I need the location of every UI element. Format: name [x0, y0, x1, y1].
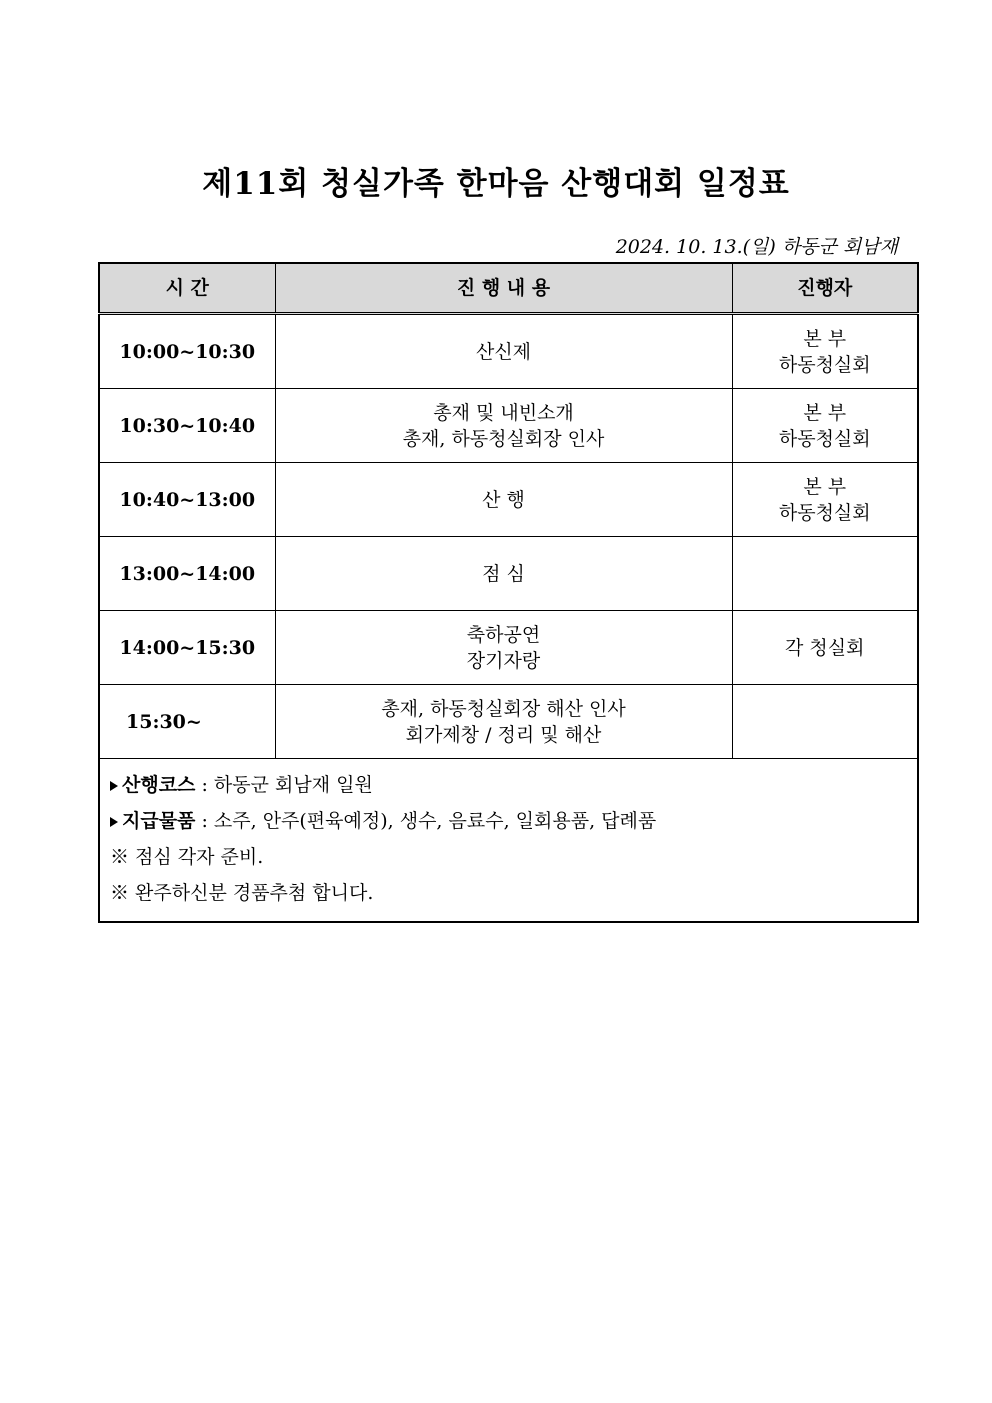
triangle-bullet-icon — [110, 781, 118, 791]
course-note: 산행코스 : 하동군 회남재 일원 — [110, 767, 917, 803]
row-time: 15:30~ — [99, 685, 275, 759]
table-row — [99, 537, 918, 611]
row-time: 10:00~10:30 — [99, 314, 275, 389]
notes-row — [99, 759, 918, 923]
triangle-bullet-icon — [110, 817, 118, 827]
row-host: 각 청실회 — [732, 611, 918, 685]
header-content: 진 행 내 용 — [275, 263, 732, 314]
schedule-table — [98, 262, 919, 923]
row-host: 본 부 하동청실회 — [732, 314, 918, 389]
row-host — [732, 685, 918, 759]
prize-note: ※ 완주하신분 경품추첨 합니다. — [110, 882, 374, 904]
row-host: 본 부 하동청실회 — [732, 463, 918, 537]
table-row — [99, 611, 918, 685]
row-content: 총재, 하동청실회장 해산 인사 회가제창 / 정리 및 해산 — [275, 685, 732, 759]
table-row — [99, 314, 918, 389]
row-content: 산 행 — [275, 463, 732, 537]
table-row — [99, 463, 918, 537]
row-time: 13:00~14:00 — [99, 537, 275, 611]
table-header-row — [99, 263, 918, 314]
row-host: 본 부 하동청실회 — [732, 389, 918, 463]
notes-cell — [99, 759, 918, 923]
row-time: 10:30~10:40 — [99, 389, 275, 463]
event-date-location: 2024. 10. 13.(일) 하동군 회남재 — [615, 236, 898, 258]
header-host: 진행자 — [732, 263, 918, 314]
table-row — [99, 389, 918, 463]
page-title: 제11회 청실가족 한마음 산행대회 일정표 — [202, 166, 790, 202]
row-time: 10:40~13:00 — [99, 463, 275, 537]
row-time: 14:00~15:30 — [99, 611, 275, 685]
table-row — [99, 685, 918, 759]
row-content: 산신제 — [275, 314, 732, 389]
row-content: 축하공연 장기자랑 — [275, 611, 732, 685]
header-time: 시 간 — [99, 263, 275, 314]
supplies-note: 지급물품 : 소주, 안주(편육예정), 생수, 음료수, 일회용품, 답례품 — [110, 803, 917, 839]
row-content: 총재 및 내빈소개 총재, 하동청실회장 인사 — [275, 389, 732, 463]
row-content: 점 심 — [275, 537, 732, 611]
lunch-note: ※ 점심 각자 준비. — [110, 846, 264, 868]
row-host — [732, 537, 918, 611]
